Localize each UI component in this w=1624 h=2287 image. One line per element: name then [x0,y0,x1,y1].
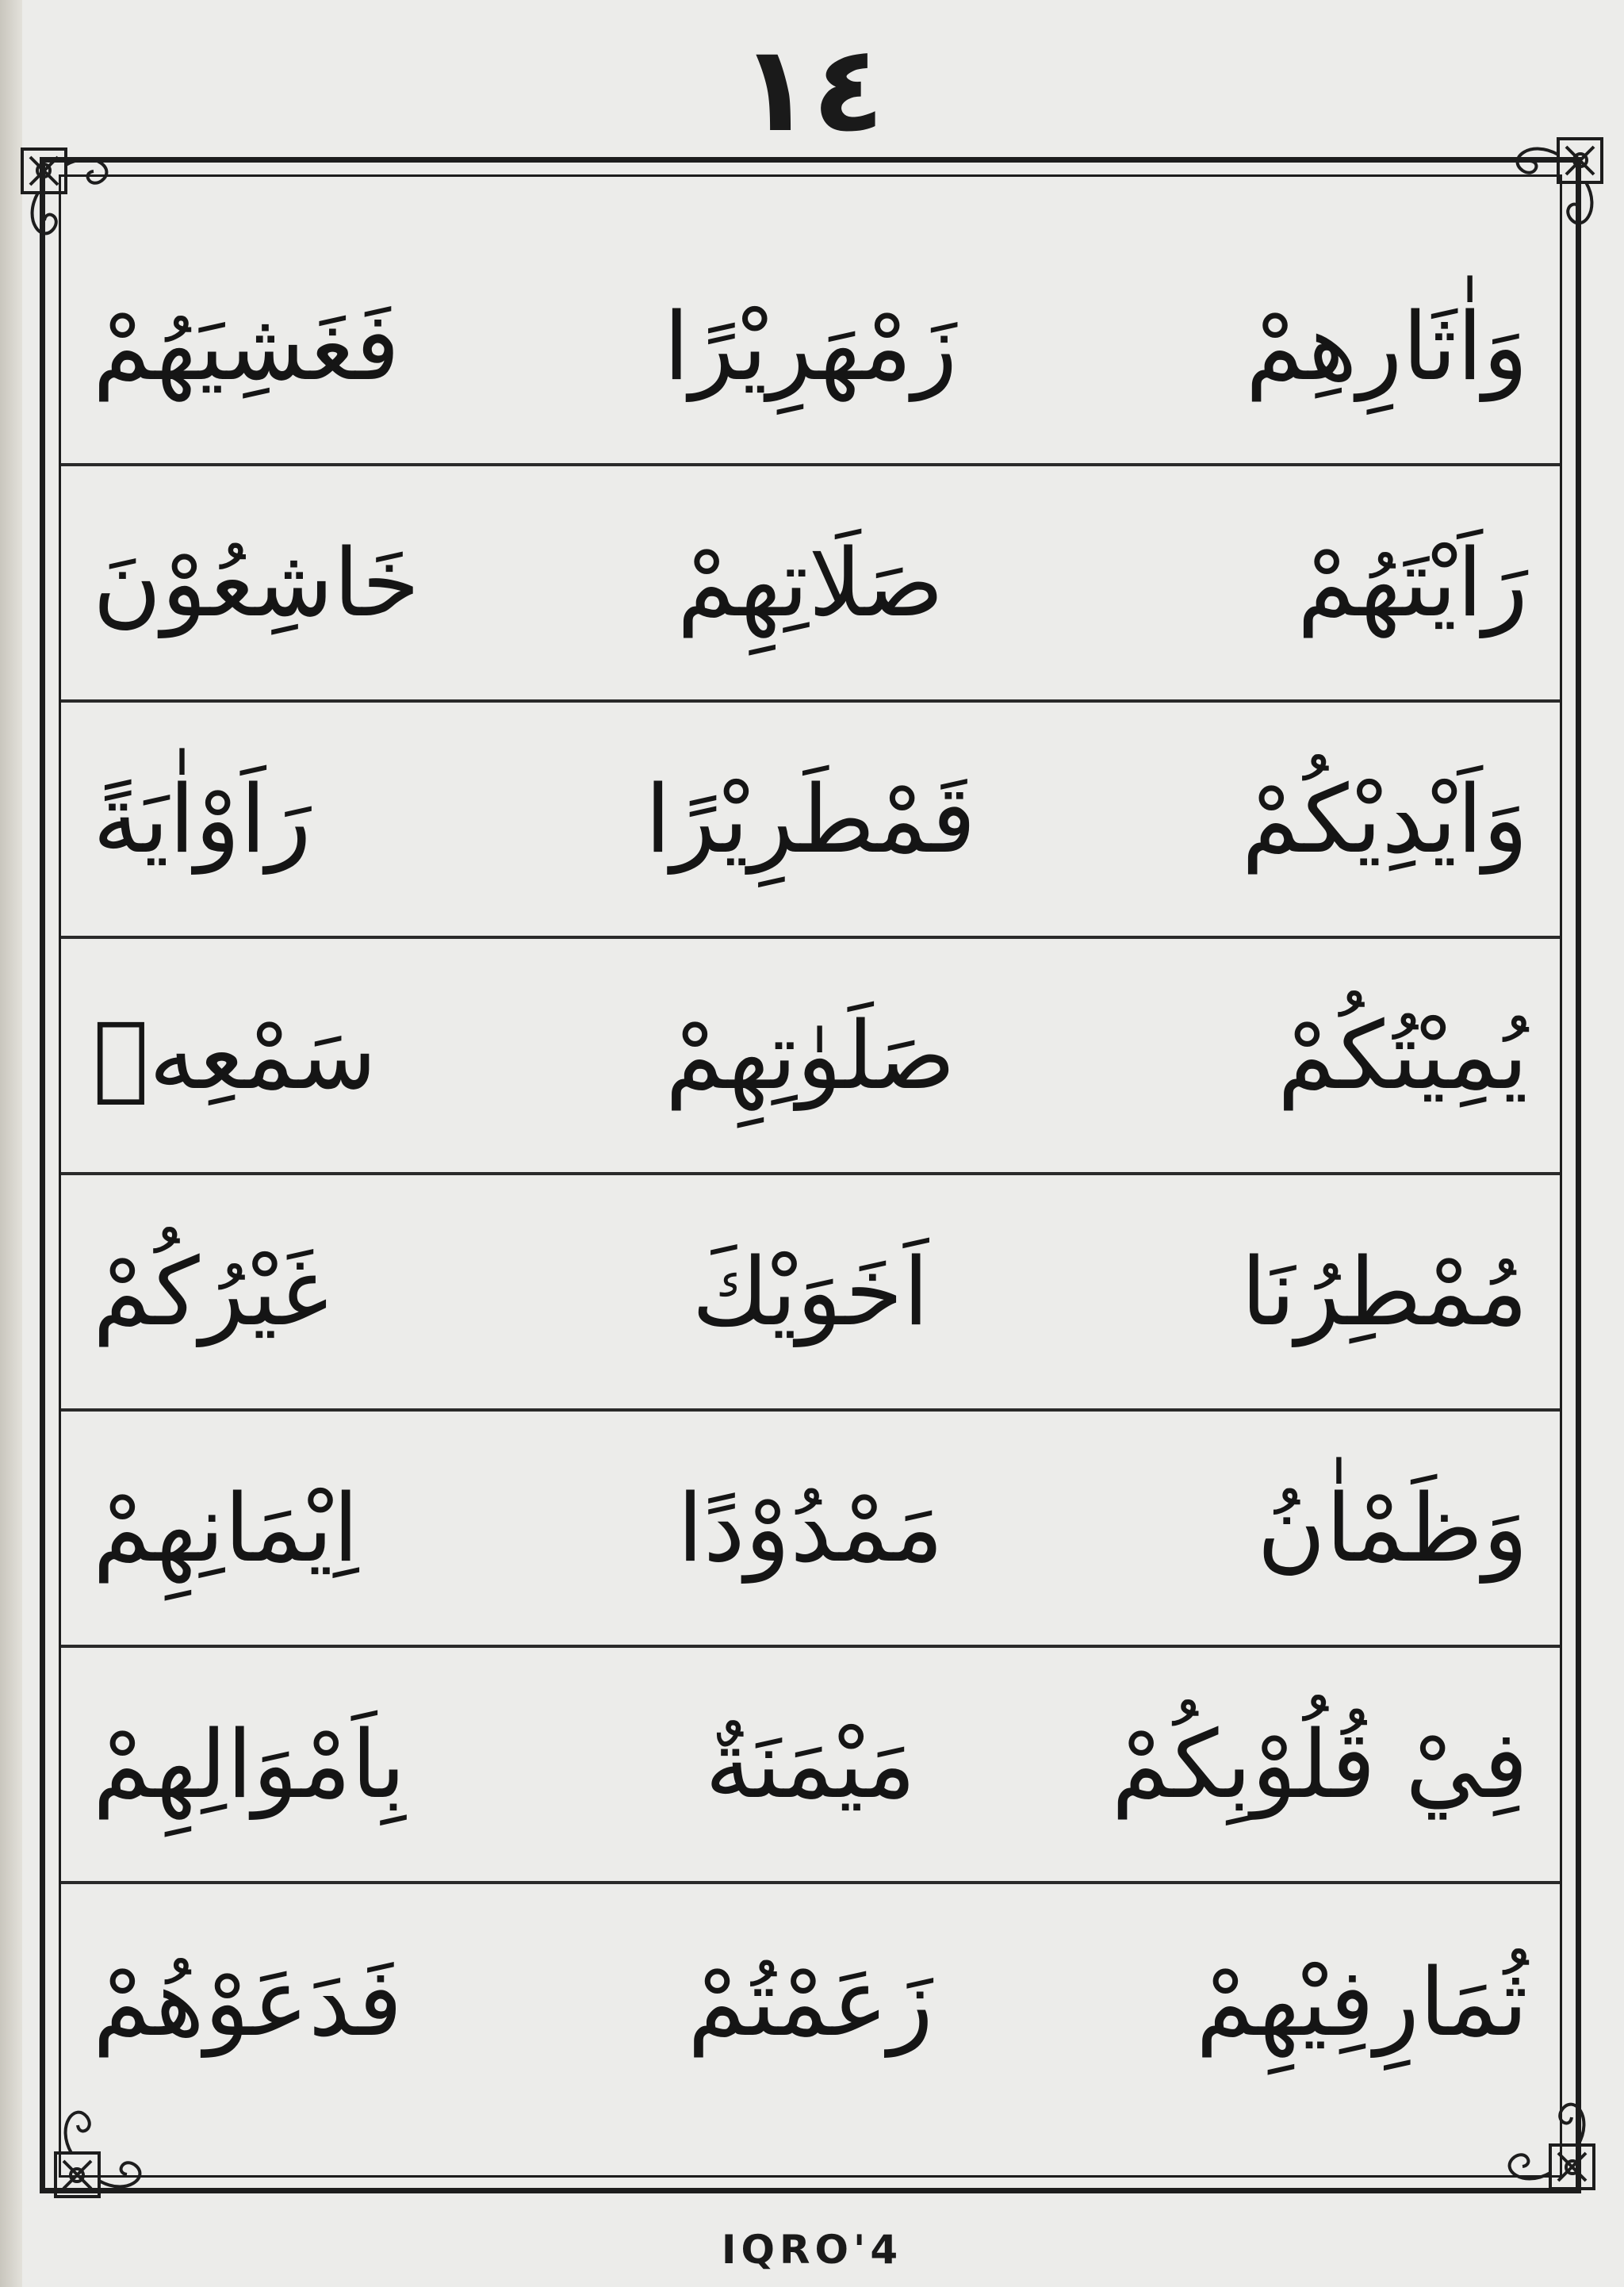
word-cell: فَدَعَوْهُمْ [93,1948,403,2057]
word-row [61,939,1560,1175]
word-cell: اِيْمَانِهِمْ [93,1473,359,1583]
word-cell: فِيْ قُلُوْبِكُمْ [1111,1710,1528,1819]
page-number: ١٤ [739,21,885,159]
word-cell: فَغَشِيَهُمْ [93,292,400,401]
word-row [61,1175,1560,1412]
word-cell: زَمْهَرِيْرًا [663,292,958,401]
word-row [61,703,1560,939]
word-grid [61,230,1560,2122]
word-row [61,1884,1560,2120]
word-cell: وَاٰثَارِهِمْ [1245,292,1528,401]
word-cell: مَمْدُوْدًا [677,1473,944,1583]
word-cell: صَلَاتِهِمْ [676,528,944,638]
word-cell: ثُمَارِفِيْهِمْ [1196,1948,1528,2057]
word-row [61,466,1560,703]
word-cell: زَعَمْتُمْ [688,1948,933,2057]
word-row [61,1412,1560,1648]
word-cell: صَلَوٰتِهِمْ [665,1001,956,1110]
word-cell: رَاَوْاٰيَةً [93,764,312,874]
word-cell: مُمْطِرُنَا [1240,1237,1528,1347]
word-cell: رَاَيْتَهُمْ [1297,528,1528,638]
word-cell: بِاَمْوَالِهِمْ [93,1710,406,1819]
corner-ornament-icon [1499,123,1618,242]
word-cell: قَمْطَرِيْرًا [645,764,976,874]
word-cell: يُمِيْتُكُمْ [1277,1001,1528,1110]
word-cell: غَيْرُكُمْ [93,1237,329,1347]
word-cell: وَظَمْاٰنُ [1257,1473,1528,1583]
word-cell: مَيْمَنَةٌ [705,1710,916,1819]
word-cell: اَخَوَيْكَ [691,1237,929,1347]
word-cell: خَاشِعُوْنَ [93,528,420,638]
word-cell: سَمْعِهٖ [93,1001,377,1110]
book-footer: IQRO'4 [721,2227,903,2273]
page-edge [0,0,22,2287]
word-row [61,230,1560,466]
word-row [61,1648,1560,1884]
word-cell: وَاَيْدِيْكُمْ [1241,764,1528,874]
